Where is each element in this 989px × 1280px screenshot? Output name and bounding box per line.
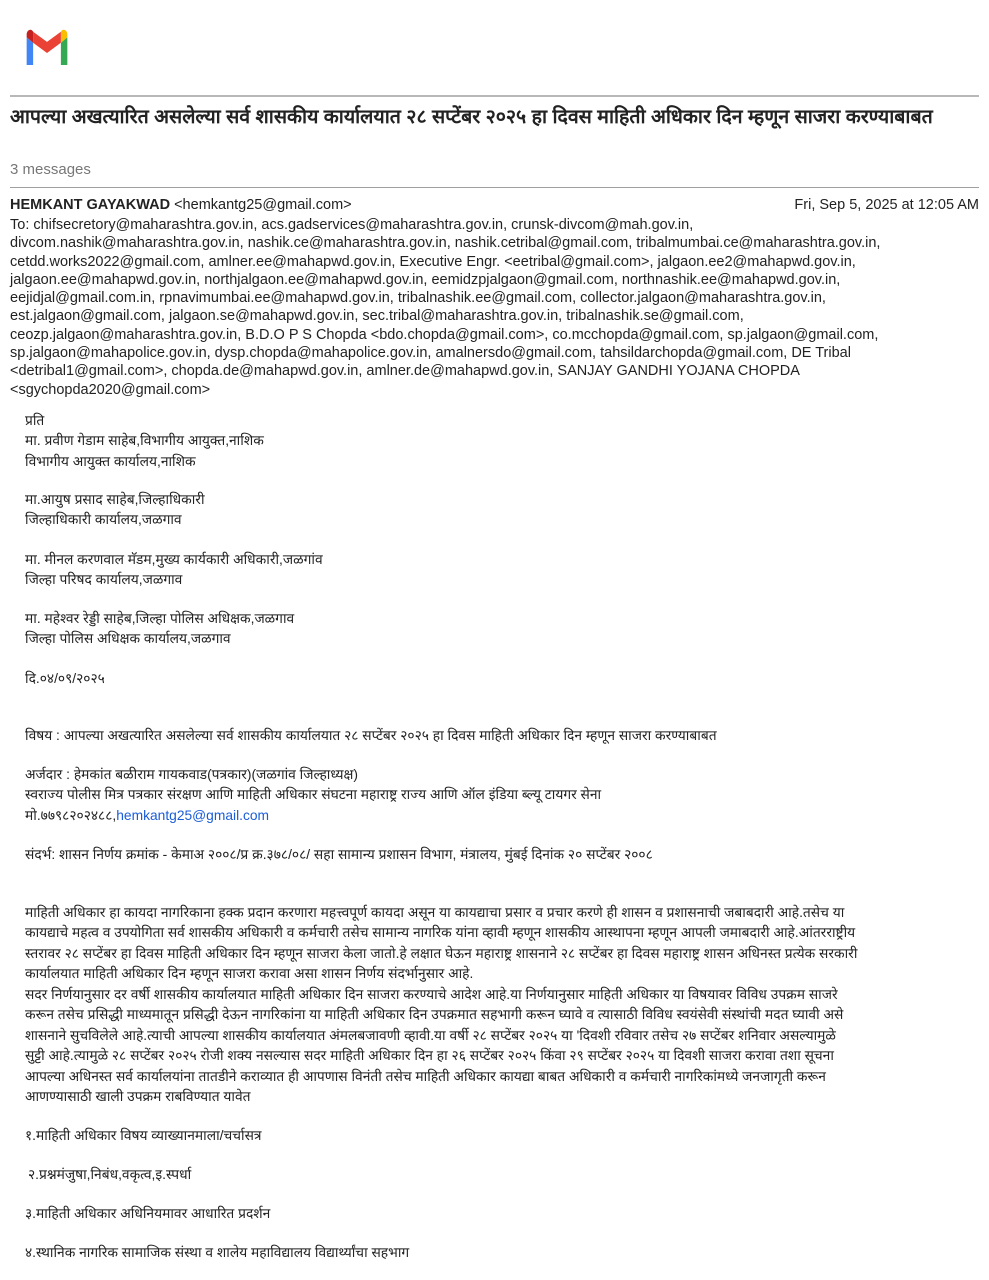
- mobile-number: मो.७७९८२०२४८८,: [25, 807, 117, 823]
- paragraph-line: सदर निर्णयानुसार दर वर्षी शासकीय कार्यालयात माहिती अधिकार दिन साजरा करण्याचे आदेश आहे.या निर्णयानुसार माहिती अधिकार या विषयावर विविध उपक्रम साजरे: [25, 987, 838, 1002]
- message-divider: [10, 187, 979, 188]
- list-item: ४.स्थानिक नागरिक सामाजिक संस्था व शालेय महाविद्यालय विद्यार्थ्यांचा सहभाग: [25, 1245, 410, 1260]
- addressee-office: विभागीय आयुक्त कार्यालय,नाशिक: [25, 453, 196, 469]
- paragraph-line: सुट्टी आहे.त्यामुळे २८ सप्टेंबर २०२५ रोजी शक्य नसल्यास सदर माहिती अधिकार दिन हा २६ सप्टेंबर २०२५ किंवा २९ सप्टेंबर २०२५ या दिवशी साजरा करावा तशा सूचना: [25, 1048, 834, 1064]
- addressee-name: मा. महेश्वर रेड्डी साहेब,जिल्हा पोलिस अधिक्षक,जळगाव: [25, 611, 295, 626]
- list-item: १.माहिती अधिकार विषय व्याख्यानमाला/चर्चासत्र: [25, 1128, 262, 1143]
- header-divider: [10, 95, 979, 97]
- sender-email: <hemkantg25@gmail.com>: [174, 197, 352, 213]
- recipients-line: <detribal1@gmail.com>, chopda.de@mahapwd.gov.in, amlner.de@mahapwd.gov.in, SANJAY GANDHI YOJANA CHOPDA: [10, 363, 800, 380]
- list-item: ३.माहिती अधिकार अधिनियमावर आधारित प्रदर्शन: [25, 1206, 271, 1221]
- recipients-line: sp.jalgaon@mahapolice.gov.in, dysp.chopda@mahapolice.gov.in, amalnersdo@gmail.com, tahsildarchopda@gmail.com, DE Tribal: [10, 345, 851, 362]
- recipients-line: eejidjal@gmail.com.in, rpnavimumbai.ee@mahapwd.gov.in, tribalnashik.ee@gmail.com, collector.jalgaon@maharashtra.gov.in,: [10, 290, 826, 307]
- recipients-line: jalgaon.ee@mahapwd.gov.in, northjalgaon.ee@mahapwd.gov.in, eemidzpjalgaon@gmail.com, northnashik.ee@mahapwd.gov.in,: [10, 271, 841, 288]
- paragraph-line: करून तसेच प्रसिद्धी माध्यमातून प्रसिद्धी देऊन नागरिकांना या माहिती अधिकार दिन उपक्रमात सहभागी करून घ्यावे व त्यासाठी विविध स्वयंसेवी संस्थांची मदत घ्यावी असे: [25, 1007, 844, 1023]
- sender[interactable]: [10, 197, 352, 213]
- addressee-block: [25, 490, 970, 531]
- paragraph-line: स्तरावर २८ सप्टेंबर हा दिवस माहिती अधिकार दिन म्हणून साजरा केला जातो.हे लक्षात घेऊन महाराष्ट्र शासनाने २८ सप्टेंबर हा दिवस महाराष्ट्र शासन अधिनस्त प्रत्येक सरकारी: [25, 945, 858, 961]
- vishay-line: विषय : आपल्या अखत्यारित असलेल्या सर्व शासकीय कार्यालयात २८ सप्टेंबर २०२५ हा दिवस माहिती अधिकार दिन म्हणून साजरा करण्याबाबत: [25, 728, 717, 743]
- recipients-line: divcom.nashik@maharashtra.gov.in, nashik.ce@maharashtra.gov.in, nashik.cetribal@gmail.com, tribalmumbai.ce@maharashtra.gov.in,: [10, 235, 881, 252]
- recipients-line: cetdd.works2022@gmail.com, amlner.ee@mahapwd.gov.in, Executive Engr. <eetribal@gmail.com>, jalgaon.ee2@mahapwd.gov.in,: [10, 253, 856, 270]
- email-link[interactable]: hemkantg25@gmail.com: [116, 807, 270, 823]
- paragraph-line: आपल्या अधिनस्त सर्व कार्यालयांना तातडीने कराव्यात ही आपणास विनंती तसेच माहिती अधिकार कायद्या बाबत अधिकारी व कर्मचारी नागरिकांमध्ये जनजागृती करून: [25, 1068, 826, 1084]
- arjdar-block: [25, 765, 970, 826]
- addressee-name: मा. मीनल करणवाल मॅडम,मुख्य कार्यकारी अधिकारी,जळगांव: [25, 552, 323, 567]
- addressee-name: मा. प्रवीण गेडाम साहेब,विभागीय आयुक्त,नाशिक: [25, 433, 264, 449]
- arjdar-line: अर्जदार : हेमकांत बळीराम गायकवाड(पत्रकार)(जळगांव जिल्हाध्यक्ष): [25, 767, 359, 782]
- paragraph-line: आणण्यासाठी खाली उपक्रम राबविण्यात यावेत: [25, 1089, 251, 1105]
- addressee-name: मा.आयुष प्रसाद साहेब,जिल्हाधिकारी: [25, 492, 205, 507]
- paragraph-line: कार्यालयात माहिती अधिकार दिन म्हणून साजरा करावा असा शासन निर्णय संदर्भानुसार आहे.: [25, 966, 474, 982]
- prati-label: प्रति: [25, 413, 45, 428]
- recipients-line: ceozp.jalgaon@maharashtra.gov.in, B.D.O P S Chopda <bdo.chopda@gmail.com>, co.mcchopda@gmail.com, sp.jalgaon@gmail.com,: [10, 326, 879, 343]
- gmail-logo-icon: [22, 28, 72, 65]
- addressee-block: [25, 609, 970, 650]
- addressee-block: [25, 550, 970, 591]
- paragraph-line: शासनाने सुचविलेले आहे.त्याची आपल्या शासकीय कार्यालयात अंमलबजावणी व्हावी.या वर्षी २८ सप्टेंबर २०२५ या 'दिवशी रविवार तसेच २७ सप्टेंबर शनिवार असल्यामुळे: [25, 1027, 836, 1043]
- sandarbh-line: संदर्भ: शासन निर्णय क्रमांक - केमाअ २००८/प्र क्र.३७८/०८/ सहा सामान्य प्रशासन विभाग, मंत्रालय, मुंबई दिनांक २० सप्टेंबर २००८: [25, 847, 653, 862]
- letter-date: दि.०४/०९/२०२५: [25, 671, 105, 686]
- recipients-line: <sgychopda2020@gmail.com>: [10, 381, 211, 398]
- message-date: Fri, Sep 5, 2025 at 12:05 AM: [794, 197, 979, 213]
- body-paragraph-1: [25, 903, 970, 985]
- message-count: 3 messages: [10, 161, 91, 178]
- list-item: २.प्रश्नमंजुषा,निबंध,वकृत्व,इ.स्पर्धा: [28, 1167, 192, 1182]
- paragraph-line: माहिती अधिकार हा कायदा नागरिकाना हक्क प्रदान करणारा महत्त्वपूर्ण कायदा असून या कायद्याचा प्रसार व प्रचार करणे ही शासन व प्रशासनाची जबाबदारी आहे.तसेच या: [25, 905, 845, 920]
- arjdar-line: स्वराज्य पोलीस मित्र पत्रकार संरक्षण आणि माहिती अधिकार संघटना महाराष्ट्र राज्य आणि ऑल इंडिया ब्ल्यू टायगर सेना: [25, 787, 602, 803]
- thread-subject: आपल्या अखत्यारित असलेल्या सर्व शासकीय कार्यालयात २८ सप्टेंबर २०२५ हा दिवस माहिती अधिकार दिन म्हणून साजरा करण्याबाबत: [10, 106, 933, 128]
- recipients: [10, 216, 975, 399]
- body-paragraph-2: [25, 985, 970, 1107]
- paragraph-line: कायद्याचे महत्व व उपयोगिता सर्व शासकीय अधिकारी व कर्मचारी तसेच सामान्य नागरिक यांना व्हावी म्हणून शासकीय आस्थापना म्हणून आपली जमाबदारी आहे.आंतरराष्ट्रीय: [25, 925, 856, 941]
- recipients-line: To: chifsecretory@maharashtra.gov.in, acs.gadservices@maharashtra.gov.in, crunsk-divcom@mah.gov.in,: [10, 217, 694, 233]
- recipients-line: est.jalgaon@gmail.com, jalgaon.se@mahapwd.gov.in, sec.tribal@maharashtra.gov.in, tribalnashik.se@gmail.com,: [10, 308, 744, 325]
- addressee-office: जिल्हाधिकारी कार्यालय,जळगाव: [25, 512, 182, 528]
- sender-name: HEMKANT GAYAKWAD: [10, 197, 171, 213]
- mobile-line: [25, 806, 970, 826]
- addressee-office: जिल्हा पोलिस अधिक्षक कार्यालय,जळगाव: [25, 631, 231, 647]
- prati-block: [25, 411, 970, 472]
- addressee-office: जिल्हा परिषद कार्यालय,जळगाव: [25, 572, 183, 588]
